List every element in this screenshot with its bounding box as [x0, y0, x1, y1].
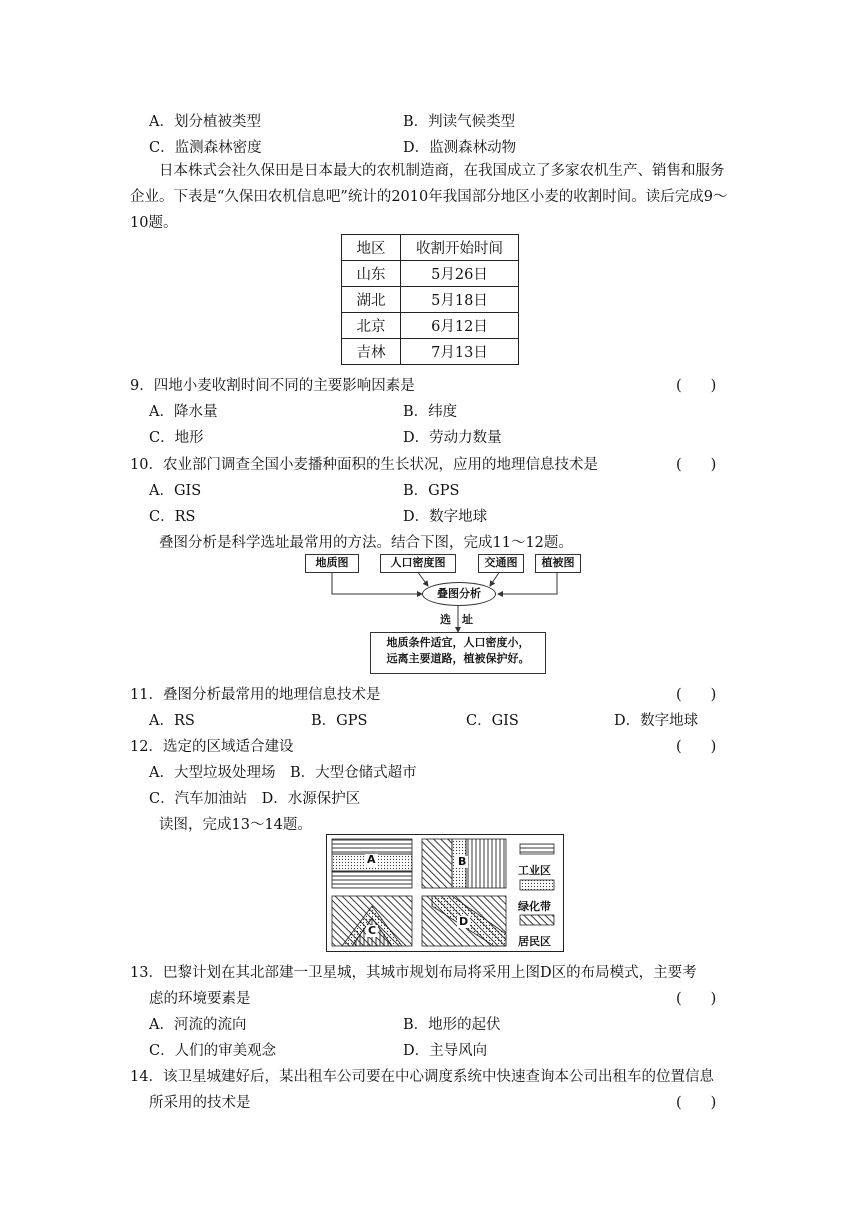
- table-header-time: 收割开始时间: [401, 235, 519, 261]
- table-cell: 7月13日: [401, 339, 519, 365]
- q13-option-a: A．河流的流向: [149, 1017, 247, 1033]
- q12-answer-paren: ( ): [676, 739, 717, 755]
- legend-swatch-green-belt: [520, 880, 554, 890]
- q9-option-c: C．地形: [149, 430, 204, 446]
- q13-option-b: B．地形的起伏: [403, 1017, 501, 1033]
- flow-result-box: [370, 632, 546, 674]
- q10-stem: 10．农业部门调查全国小麦播种面积的生长状况，应用的地理信息技术是: [130, 457, 598, 473]
- table-header-region: 地区: [342, 235, 401, 261]
- q11-stem: 11．叠图分析最常用的地理信息技术是: [130, 687, 381, 703]
- q12-options-line-1: A．大型垃圾处理场 B．大型仓储式超市: [149, 765, 417, 781]
- q14-stem-line-2: 所采用的技术是: [149, 1095, 251, 1111]
- table-cell: 6月12日: [401, 313, 519, 339]
- table-cell: 湖北: [342, 287, 401, 313]
- table-row: [342, 313, 519, 339]
- flow-population-map: 人口密度图: [380, 554, 456, 573]
- q11-option-b: B．GPS: [311, 713, 368, 729]
- table-cell: 吉林: [342, 339, 401, 365]
- q10-option-d: D．数字地球: [403, 509, 488, 525]
- q10-option-a: A．GIS: [149, 483, 202, 499]
- q11-answer-paren: ( ): [676, 687, 717, 703]
- q13-option-d: D．主导风向: [403, 1043, 488, 1059]
- zone-label-c: C: [368, 924, 377, 937]
- q13-stem-line-2: 虑的环境要素是: [149, 991, 251, 1007]
- flow-vegetation-map: 植被图: [535, 554, 581, 573]
- flow-overlay-analysis: 叠图分析: [422, 582, 496, 606]
- table-cell: 山东: [342, 261, 401, 287]
- q14-answer-paren: ( ): [676, 1095, 717, 1111]
- flow-arrow-label: 选 址: [440, 613, 473, 626]
- flow-geology-map: 地质图: [305, 554, 359, 573]
- flow-traffic-map: 交通图: [478, 554, 524, 573]
- table-cell: 5月26日: [401, 261, 519, 287]
- legend-industrial: 工业区: [518, 864, 551, 877]
- zone-label-a: A: [367, 853, 376, 866]
- table-row: [342, 287, 519, 313]
- table-row: [342, 339, 519, 365]
- q13-stem-line-1: 13．巴黎计划在其北部建一卫星城，其城市规划布局将采用上图D区的布局模式，主要考: [130, 965, 697, 981]
- q8-option-b: B．判读气候类型: [403, 114, 516, 130]
- q11-option-d: D．数字地球: [614, 713, 699, 729]
- legend-residential: 居民区: [518, 935, 551, 948]
- q9-option-b: B．纬度: [403, 404, 458, 420]
- q8-option-c: C．监测森林密度: [149, 140, 262, 156]
- zone-label-b: B: [458, 855, 467, 868]
- table-header-row: [342, 235, 519, 261]
- q11-option-a: A．RS: [149, 713, 195, 729]
- flow-result-line: 远离主要道路，植被保护好。: [386, 652, 530, 665]
- zone-label-d: D: [459, 915, 469, 928]
- q10-option-b: B．GPS: [403, 483, 460, 499]
- intro-9-10: 日本株式会社久保田是日本最大的农机制造商，在我国成立了多家农机生产、销售和服务企业。下表是“久保田农机信息吧”统计的2010年我国部分地区小麦的收割时间。读后完成9～10题。: [130, 163, 728, 231]
- q12-options-line-2: C．汽车加油站 D．水源保护区: [149, 791, 361, 807]
- q8-option-a: A．划分植被类型: [149, 114, 261, 130]
- legend-swatch-industrial: [520, 844, 554, 854]
- q14-stem-line-1: 14．该卫星城建好后，某出租车公司要在中心调度系统中快速查询本公司出租车的位置信息: [130, 1069, 714, 1085]
- intro-11-12: 叠图分析是科学选址最常用的方法。结合下图，完成11～12题。: [159, 535, 573, 551]
- q13-option-c: C．人们的审美观念: [149, 1043, 277, 1059]
- table-cell: 5月18日: [401, 287, 519, 313]
- table-cell: 北京: [342, 313, 401, 339]
- q9-stem: 9．四地小麦收割时间不同的主要影响因素是: [130, 378, 415, 394]
- q8-option-d: D．监测森林动物: [403, 140, 517, 156]
- q13-answer-paren: ( ): [676, 991, 717, 1007]
- q9-option-a: A．降水量: [149, 404, 218, 420]
- harvest-table: [341, 234, 519, 365]
- q9-answer-paren: ( ): [676, 378, 717, 394]
- legend-green-belt: 绿化带: [518, 900, 551, 913]
- q10-option-c: C．RS: [149, 509, 196, 525]
- intro-13-14: 读图，完成13～14题。: [159, 817, 312, 833]
- q11-option-c: C．GIS: [466, 713, 519, 729]
- q12-stem: 12．选定的区域适合建设: [130, 739, 294, 755]
- zone-c: [332, 896, 412, 946]
- table-row: [342, 261, 519, 287]
- q10-answer-paren: ( ): [676, 457, 717, 473]
- legend-swatch-residential: [520, 915, 554, 925]
- flow-result-line: 地质条件适宜，人口密度小，: [386, 636, 530, 649]
- q9-option-d: D．劳动力数量: [403, 430, 502, 446]
